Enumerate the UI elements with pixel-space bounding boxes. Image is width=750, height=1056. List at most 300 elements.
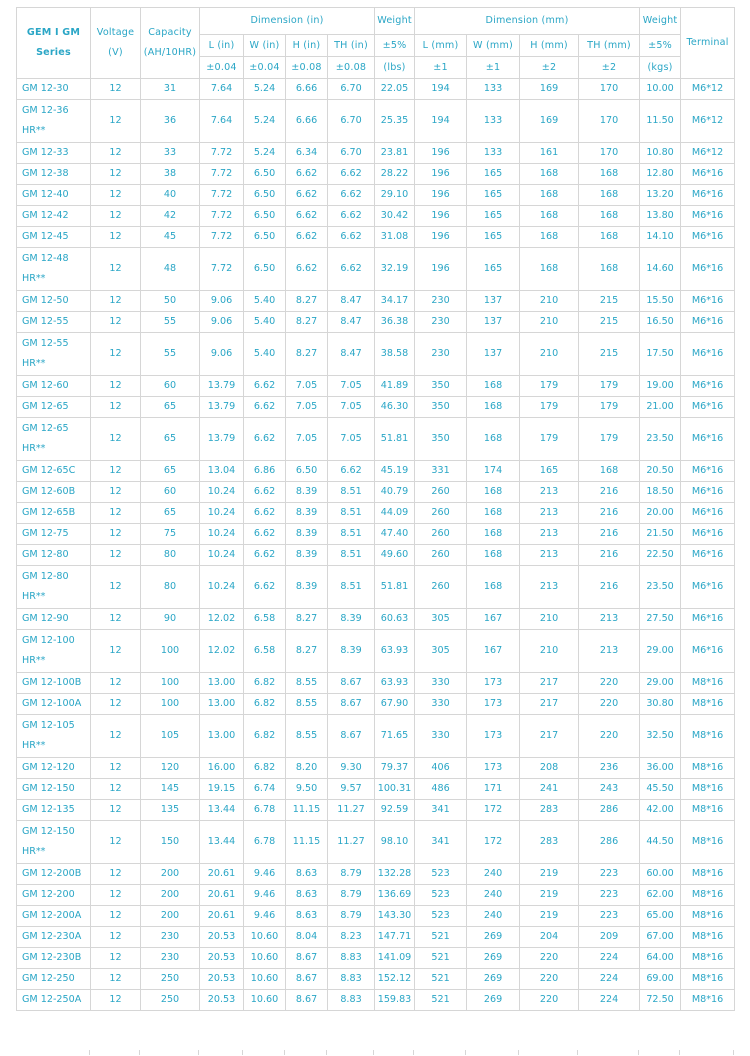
cell-weight-kgs: 44.50 [640,821,681,864]
cell-model: GM 12-120 [17,758,91,779]
cell-th-in: 6.70 [328,100,375,143]
cell-model: GM 12-150 [17,779,91,800]
cell-model: GM 12-42 [17,206,91,227]
cell-voltage: 12 [91,927,141,948]
cell-w-in: 6.78 [244,821,286,864]
cell-weight-lbs: 147.71 [375,927,415,948]
cell-voltage: 12 [91,864,141,885]
cell-model: GM 12-40 [17,185,91,206]
cell-l-in: 16.00 [200,758,244,779]
cell-th-in: 8.79 [328,885,375,906]
cell-capacity: 60 [141,482,200,503]
cell-model: GM 12-65C [17,461,91,482]
cell-h-mm: 220 [520,969,579,990]
cell-terminal: M6*16 [681,524,735,545]
cell-th-in: 8.79 [328,906,375,927]
cell-w-mm: 137 [467,291,520,312]
cell-terminal: M6*16 [681,461,735,482]
cell-h-in: 7.05 [286,397,328,418]
cell-weight-kgs: 60.00 [640,864,681,885]
cell-l-mm: 196 [415,143,467,164]
cell-w-mm: 165 [467,248,520,291]
cell-l-in: 13.04 [200,461,244,482]
cell-th-in: 8.83 [328,948,375,969]
table-row [17,164,735,185]
cell-th-in: 8.47 [328,333,375,376]
cell-th-in: 9.30 [328,758,375,779]
cell-weight-lbs: 38.58 [375,333,415,376]
cell-w-in: 6.50 [244,227,286,248]
cell-h-mm: 210 [520,630,579,673]
cell-capacity: 48 [141,248,200,291]
cell-th-in: 6.62 [328,185,375,206]
cell-th-in: 8.47 [328,312,375,333]
cell-th-mm: 243 [579,779,640,800]
cell-voltage: 12 [91,948,141,969]
table-bottom-edge [16,1050,734,1056]
cell-w-mm: 171 [467,779,520,800]
cell-w-in: 6.82 [244,758,286,779]
cell-h-in: 8.55 [286,673,328,694]
cell-l-mm: 486 [415,779,467,800]
cell-l-mm: 330 [415,715,467,758]
cell-w-in: 6.50 [244,185,286,206]
cell-th-in: 7.05 [328,418,375,461]
cell-h-mm: 213 [520,566,579,609]
cell-w-in: 6.58 [244,630,286,673]
column-tick [577,1050,578,1055]
cell-w-in: 5.24 [244,79,286,100]
column-tick [89,1050,90,1055]
cell-w-in: 6.62 [244,566,286,609]
cell-h-in: 8.67 [286,948,328,969]
cell-capacity: 40 [141,185,200,206]
cell-weight-lbs: 32.19 [375,248,415,291]
cell-voltage: 12 [91,779,141,800]
cell-voltage: 12 [91,227,141,248]
cell-weight-kgs: 21.50 [640,524,681,545]
cell-h-mm: 220 [520,948,579,969]
cell-w-mm: 133 [467,143,520,164]
column-tick [284,1050,285,1055]
cell-terminal: M6*16 [681,418,735,461]
cell-voltage: 12 [91,206,141,227]
cell-l-in: 9.06 [200,291,244,312]
cell-capacity: 65 [141,397,200,418]
cell-l-mm: 260 [415,566,467,609]
cell-th-mm: 215 [579,333,640,376]
cell-model: GM 12-100 HR** [17,630,91,673]
cell-terminal: M8*16 [681,927,735,948]
header-unit-kgs: (kgs) [640,57,681,79]
cell-weight-lbs: 49.60 [375,545,415,566]
column-tick [198,1050,199,1055]
cell-l-in: 13.00 [200,694,244,715]
cell-w-in: 6.62 [244,397,286,418]
cell-capacity: 230 [141,948,200,969]
cell-h-mm: 217 [520,694,579,715]
cell-w-mm: 240 [467,906,520,927]
cell-th-in: 8.83 [328,990,375,1011]
cell-w-in: 9.46 [244,906,286,927]
cell-w-mm: 168 [467,376,520,397]
header-dimension-in: Dimension (in) [200,8,375,35]
cell-l-mm: 260 [415,545,467,566]
cell-h-mm: 219 [520,885,579,906]
cell-th-in: 8.79 [328,864,375,885]
table-row [17,100,735,143]
cell-h-in: 8.63 [286,864,328,885]
cell-w-mm: 172 [467,800,520,821]
cell-terminal: M8*16 [681,948,735,969]
cell-w-mm: 173 [467,694,520,715]
cell-th-in: 6.62 [328,227,375,248]
cell-model: GM 12-200A [17,906,91,927]
cell-l-in: 20.61 [200,885,244,906]
cell-th-mm: 179 [579,376,640,397]
cell-voltage: 12 [91,418,141,461]
cell-voltage: 12 [91,758,141,779]
cell-l-mm: 194 [415,79,467,100]
cell-weight-kgs: 36.00 [640,758,681,779]
cell-weight-lbs: 22.05 [375,79,415,100]
cell-h-in: 6.66 [286,100,328,143]
cell-h-mm: 219 [520,906,579,927]
header-l-mm: L (mm) [415,35,467,57]
cell-model: GM 12-250A [17,990,91,1011]
column-tick [139,1050,140,1055]
cell-model: GM 12-200B [17,864,91,885]
cell-voltage: 12 [91,566,141,609]
cell-l-mm: 196 [415,185,467,206]
cell-w-mm: 133 [467,79,520,100]
cell-capacity: 50 [141,291,200,312]
cell-l-mm: 521 [415,948,467,969]
cell-terminal: M6*16 [681,566,735,609]
cell-h-in: 7.05 [286,418,328,461]
cell-h-mm: 168 [520,227,579,248]
cell-weight-kgs: 30.80 [640,694,681,715]
cell-l-in: 20.53 [200,948,244,969]
table-row [17,800,735,821]
cell-l-mm: 330 [415,673,467,694]
cell-w-in: 10.60 [244,969,286,990]
cell-h-mm: 219 [520,864,579,885]
cell-w-mm: 137 [467,312,520,333]
header-terminal: Terminal [681,8,735,79]
cell-weight-kgs: 15.50 [640,291,681,312]
cell-th-in: 8.23 [328,927,375,948]
cell-terminal: M6*16 [681,609,735,630]
cell-th-in: 7.05 [328,376,375,397]
cell-h-mm: 169 [520,79,579,100]
cell-th-mm: 286 [579,800,640,821]
header-unit-lbs: (lbs) [375,57,415,79]
cell-h-mm: 283 [520,800,579,821]
cell-weight-lbs: 31.08 [375,227,415,248]
cell-weight-lbs: 132.28 [375,864,415,885]
cell-l-in: 13.00 [200,673,244,694]
cell-th-in: 8.51 [328,566,375,609]
cell-weight-kgs: 17.50 [640,333,681,376]
cell-capacity: 250 [141,990,200,1011]
cell-h-mm: 208 [520,758,579,779]
cell-w-mm: 167 [467,630,520,673]
cell-voltage: 12 [91,545,141,566]
cell-l-mm: 196 [415,248,467,291]
cell-model: GM 12-150 HR** [17,821,91,864]
cell-l-mm: 350 [415,376,467,397]
cell-w-mm: 240 [467,864,520,885]
cell-th-mm: 215 [579,312,640,333]
cell-weight-kgs: 72.50 [640,990,681,1011]
cell-l-in: 13.44 [200,821,244,864]
cell-h-in: 11.15 [286,800,328,821]
cell-voltage: 12 [91,673,141,694]
header-tol-weight-kgs: ±5% [640,35,681,57]
cell-h-mm: 168 [520,185,579,206]
cell-l-in: 20.53 [200,969,244,990]
cell-l-in: 20.53 [200,927,244,948]
table-row [17,79,735,100]
cell-capacity: 45 [141,227,200,248]
cell-th-in: 8.51 [328,482,375,503]
cell-w-mm: 168 [467,524,520,545]
cell-model: GM 12-250 [17,969,91,990]
cell-weight-lbs: 44.09 [375,503,415,524]
cell-terminal: M8*16 [681,969,735,990]
cell-th-mm: 223 [579,906,640,927]
cell-h-mm: 179 [520,418,579,461]
cell-l-mm: 230 [415,333,467,376]
cell-l-mm: 196 [415,227,467,248]
cell-terminal: M6*16 [681,397,735,418]
table-row [17,927,735,948]
cell-th-mm: 220 [579,715,640,758]
cell-w-mm: 165 [467,227,520,248]
cell-th-mm: 216 [579,545,640,566]
cell-h-in: 6.62 [286,227,328,248]
cell-model: GM 12-105 HR** [17,715,91,758]
cell-model: GM 12-100B [17,673,91,694]
cell-th-mm: 213 [579,609,640,630]
cell-l-in: 20.61 [200,906,244,927]
table-row [17,630,735,673]
cell-l-mm: 521 [415,927,467,948]
cell-h-in: 8.55 [286,694,328,715]
cell-capacity: 42 [141,206,200,227]
cell-w-in: 6.62 [244,524,286,545]
cell-model: GM 12-65 [17,397,91,418]
cell-h-in: 8.63 [286,885,328,906]
cell-voltage: 12 [91,609,141,630]
cell-th-in: 8.51 [328,545,375,566]
cell-h-in: 6.66 [286,79,328,100]
cell-voltage: 12 [91,503,141,524]
cell-l-mm: 194 [415,100,467,143]
table-row [17,969,735,990]
cell-w-mm: 165 [467,164,520,185]
cell-l-in: 13.79 [200,418,244,461]
cell-th-mm: 223 [579,885,640,906]
table-row [17,821,735,864]
cell-w-mm: 168 [467,397,520,418]
cell-weight-kgs: 20.50 [640,461,681,482]
cell-h-in: 8.55 [286,715,328,758]
cell-model: GM 12-135 [17,800,91,821]
cell-w-in: 6.62 [244,503,286,524]
cell-l-mm: 196 [415,164,467,185]
cell-h-mm: 210 [520,609,579,630]
cell-l-in: 9.06 [200,333,244,376]
cell-capacity: 200 [141,864,200,885]
cell-weight-kgs: 65.00 [640,906,681,927]
cell-capacity: 120 [141,758,200,779]
cell-h-in: 8.67 [286,990,328,1011]
cell-w-mm: 168 [467,545,520,566]
table-row [17,185,735,206]
cell-l-in: 10.24 [200,566,244,609]
cell-l-mm: 523 [415,864,467,885]
cell-th-mm: 168 [579,461,640,482]
cell-h-mm: 168 [520,164,579,185]
cell-w-mm: 174 [467,461,520,482]
cell-weight-lbs: 136.69 [375,885,415,906]
cell-weight-lbs: 152.12 [375,969,415,990]
table-row [17,461,735,482]
cell-th-mm: 213 [579,630,640,673]
cell-l-mm: 350 [415,418,467,461]
cell-th-in: 6.62 [328,461,375,482]
cell-l-in: 7.72 [200,143,244,164]
cell-capacity: 250 [141,969,200,990]
cell-capacity: 230 [141,927,200,948]
cell-capacity: 31 [141,79,200,100]
cell-th-in: 8.83 [328,969,375,990]
cell-h-in: 8.27 [286,312,328,333]
cell-h-mm: 204 [520,927,579,948]
cell-w-in: 6.86 [244,461,286,482]
table-row [17,906,735,927]
cell-w-in: 6.78 [244,800,286,821]
cell-l-in: 7.64 [200,79,244,100]
cell-th-mm: 216 [579,566,640,609]
cell-terminal: M8*16 [681,990,735,1011]
cell-th-mm: 168 [579,248,640,291]
cell-weight-kgs: 23.50 [640,566,681,609]
cell-th-in: 6.62 [328,206,375,227]
cell-w-in: 6.50 [244,164,286,185]
cell-w-mm: 168 [467,418,520,461]
cell-th-in: 8.51 [328,503,375,524]
cell-terminal: M6*16 [681,630,735,673]
cell-h-mm: 161 [520,143,579,164]
cell-l-in: 10.24 [200,503,244,524]
cell-weight-kgs: 21.00 [640,397,681,418]
cell-w-mm: 165 [467,185,520,206]
cell-weight-lbs: 25.35 [375,100,415,143]
cell-th-mm: 220 [579,694,640,715]
cell-voltage: 12 [91,164,141,185]
cell-weight-lbs: 51.81 [375,418,415,461]
table-row [17,566,735,609]
cell-model: GM 12-75 [17,524,91,545]
cell-weight-kgs: 10.00 [640,79,681,100]
cell-weight-kgs: 67.00 [640,927,681,948]
cell-l-mm: 350 [415,397,467,418]
cell-l-in: 10.24 [200,545,244,566]
cell-h-in: 8.39 [286,566,328,609]
cell-weight-kgs: 10.80 [640,143,681,164]
cell-th-mm: 209 [579,927,640,948]
table-row [17,694,735,715]
cell-th-in: 8.39 [328,609,375,630]
cell-weight-lbs: 28.22 [375,164,415,185]
column-tick [733,1050,734,1055]
cell-w-mm: 165 [467,206,520,227]
cell-l-mm: 521 [415,990,467,1011]
cell-l-in: 20.53 [200,990,244,1011]
cell-voltage: 12 [91,906,141,927]
cell-weight-kgs: 69.00 [640,969,681,990]
cell-th-in: 8.39 [328,630,375,673]
cell-voltage: 12 [91,461,141,482]
cell-terminal: M6*16 [681,545,735,566]
cell-w-in: 5.24 [244,143,286,164]
cell-th-in: 6.62 [328,248,375,291]
cell-h-in: 8.67 [286,969,328,990]
cell-voltage: 12 [91,333,141,376]
cell-terminal: M6*16 [681,312,735,333]
cell-th-mm: 224 [579,969,640,990]
cell-terminal: M6*16 [681,291,735,312]
cell-terminal: M8*16 [681,906,735,927]
cell-terminal: M8*16 [681,694,735,715]
cell-terminal: M8*16 [681,821,735,864]
cell-th-mm: 223 [579,864,640,885]
cell-l-in: 10.24 [200,482,244,503]
cell-terminal: M6*16 [681,376,735,397]
cell-h-mm: 283 [520,821,579,864]
cell-terminal: M6*16 [681,227,735,248]
cell-w-in: 6.62 [244,482,286,503]
column-tick [413,1050,414,1055]
cell-w-in: 6.58 [244,609,286,630]
cell-l-in: 7.72 [200,206,244,227]
cell-h-in: 8.04 [286,927,328,948]
cell-voltage: 12 [91,630,141,673]
cell-h-in: 8.63 [286,906,328,927]
cell-w-mm: 173 [467,715,520,758]
cell-weight-lbs: 79.37 [375,758,415,779]
cell-terminal: M6*12 [681,100,735,143]
cell-terminal: M6*16 [681,482,735,503]
cell-model: GM 12-30 [17,79,91,100]
cell-weight-lbs: 29.10 [375,185,415,206]
cell-weight-lbs: 40.79 [375,482,415,503]
cell-model: GM 12-48 HR** [17,248,91,291]
column-tick [518,1050,519,1055]
cell-weight-lbs: 67.90 [375,694,415,715]
cell-terminal: M6*16 [681,206,735,227]
header-tol-w-in: ±0.04 [244,57,286,79]
cell-weight-lbs: 100.31 [375,779,415,800]
table-row [17,206,735,227]
cell-l-mm: 260 [415,503,467,524]
cell-w-in: 10.60 [244,948,286,969]
cell-th-in: 8.51 [328,524,375,545]
cell-th-in: 11.27 [328,821,375,864]
